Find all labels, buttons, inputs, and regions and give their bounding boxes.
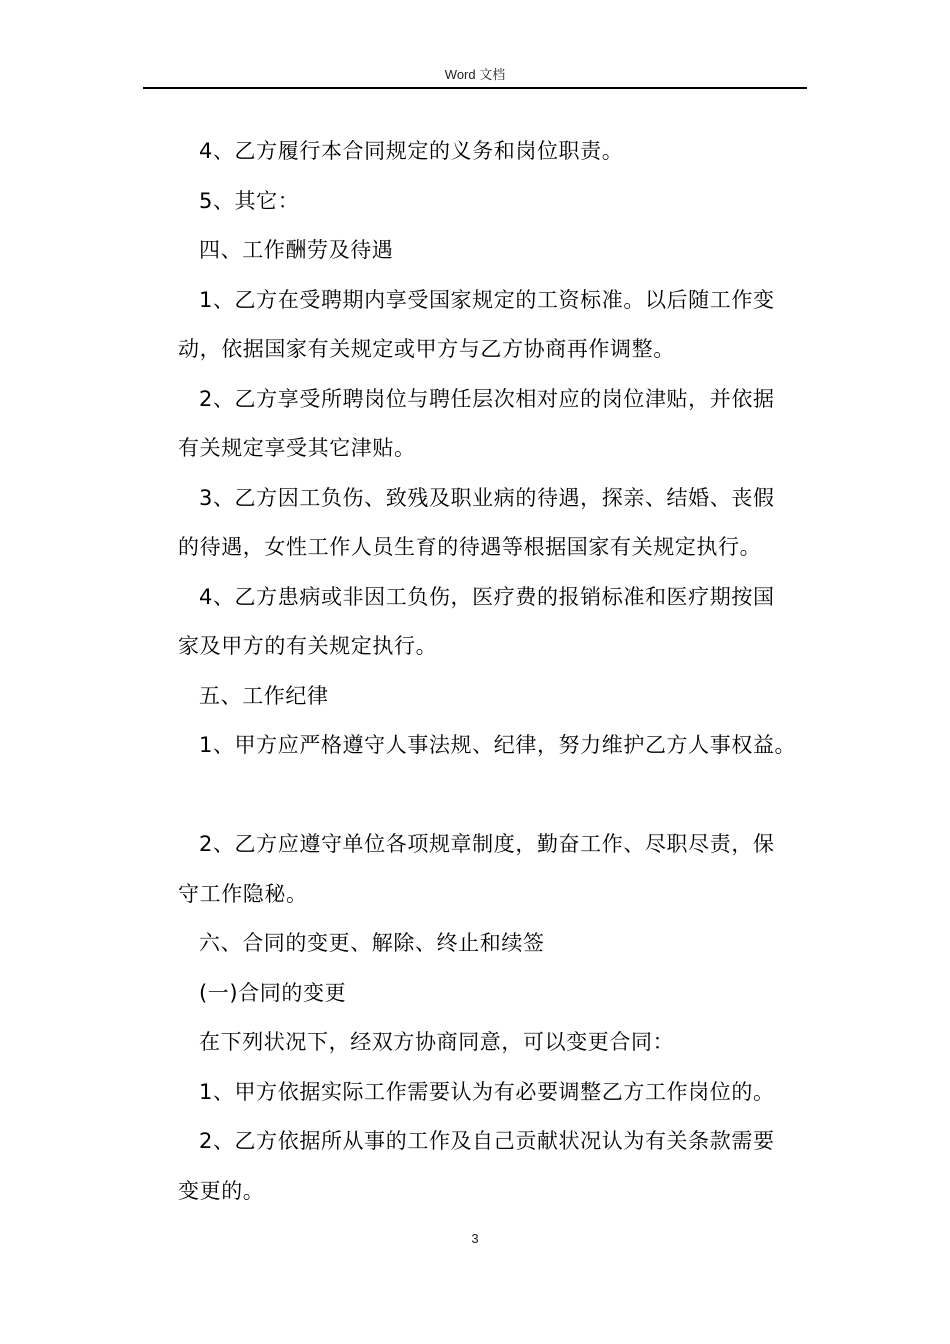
paragraph: 3、乙方因工负伤、致残及职业病的待遇，探亲、结婚、丧假 (199, 485, 775, 510)
paragraph-continuation: 变更的。 (178, 1178, 265, 1203)
document-body (178, 127, 798, 1216)
paragraph: 1、乙方在受聘期内享受国家规定的工资标准。以后随工作变 (199, 287, 775, 312)
paragraph: 1、甲方应严格遵守人事法规、纪律，努力维护乙方人事权益。 (199, 733, 797, 757)
paragraph: 5、其它： (199, 188, 300, 213)
paragraph: 4、乙方患病或非因工负伤，医疗费的报销标准和医疗期按国 (199, 584, 775, 609)
paragraph: 2、乙方享受所聘岗位与聘任层次相对应的岗位津贴，并依据 (199, 386, 775, 411)
paragraph-continuation: 动，依据国家有关规定或甲方与乙方协商再作调整。 (178, 337, 675, 361)
header-title: Word 文档 (444, 67, 506, 82)
paragraph-continuation: 有关规定享受其它津贴。 (178, 436, 416, 460)
paragraph-continuation: 守工作隐秘。 (178, 881, 308, 906)
page-number: 3 (471, 1231, 479, 1246)
paragraph: 4、乙方履行本合同规定的义务和岗位职责。 (199, 139, 624, 163)
paragraph: 2、乙方应遵守单位各项规章制度，勤奋工作、尽职尽责，保 (199, 832, 775, 856)
paragraph: 在下列状况下，经双方协商同意，可以变更合同： (199, 1030, 675, 1054)
section-heading: 六、合同的变更、解除、终止和续签 (199, 931, 545, 955)
section-heading: 五、工作纪律 (199, 683, 329, 708)
paragraph-continuation: 的待遇，女性工作人员生育的待遇等根据国家有关规定执行。 (178, 535, 762, 559)
paragraph: 1、甲方依据实际工作需要认为有必要调整乙方工作岗位的。 (199, 1079, 775, 1104)
paragraph-continuation: 家及甲方的有关规定执行。 (178, 634, 438, 658)
section-heading: 四、工作酬劳及待遇 (199, 238, 394, 262)
blank-line (178, 771, 798, 821)
header-rule (143, 87, 807, 89)
paragraph: 2、乙方依据所从事的工作及自己贡献状况认为有关条款需要 (199, 1129, 775, 1153)
subsection-heading: (一)合同的变更 (199, 980, 347, 1005)
